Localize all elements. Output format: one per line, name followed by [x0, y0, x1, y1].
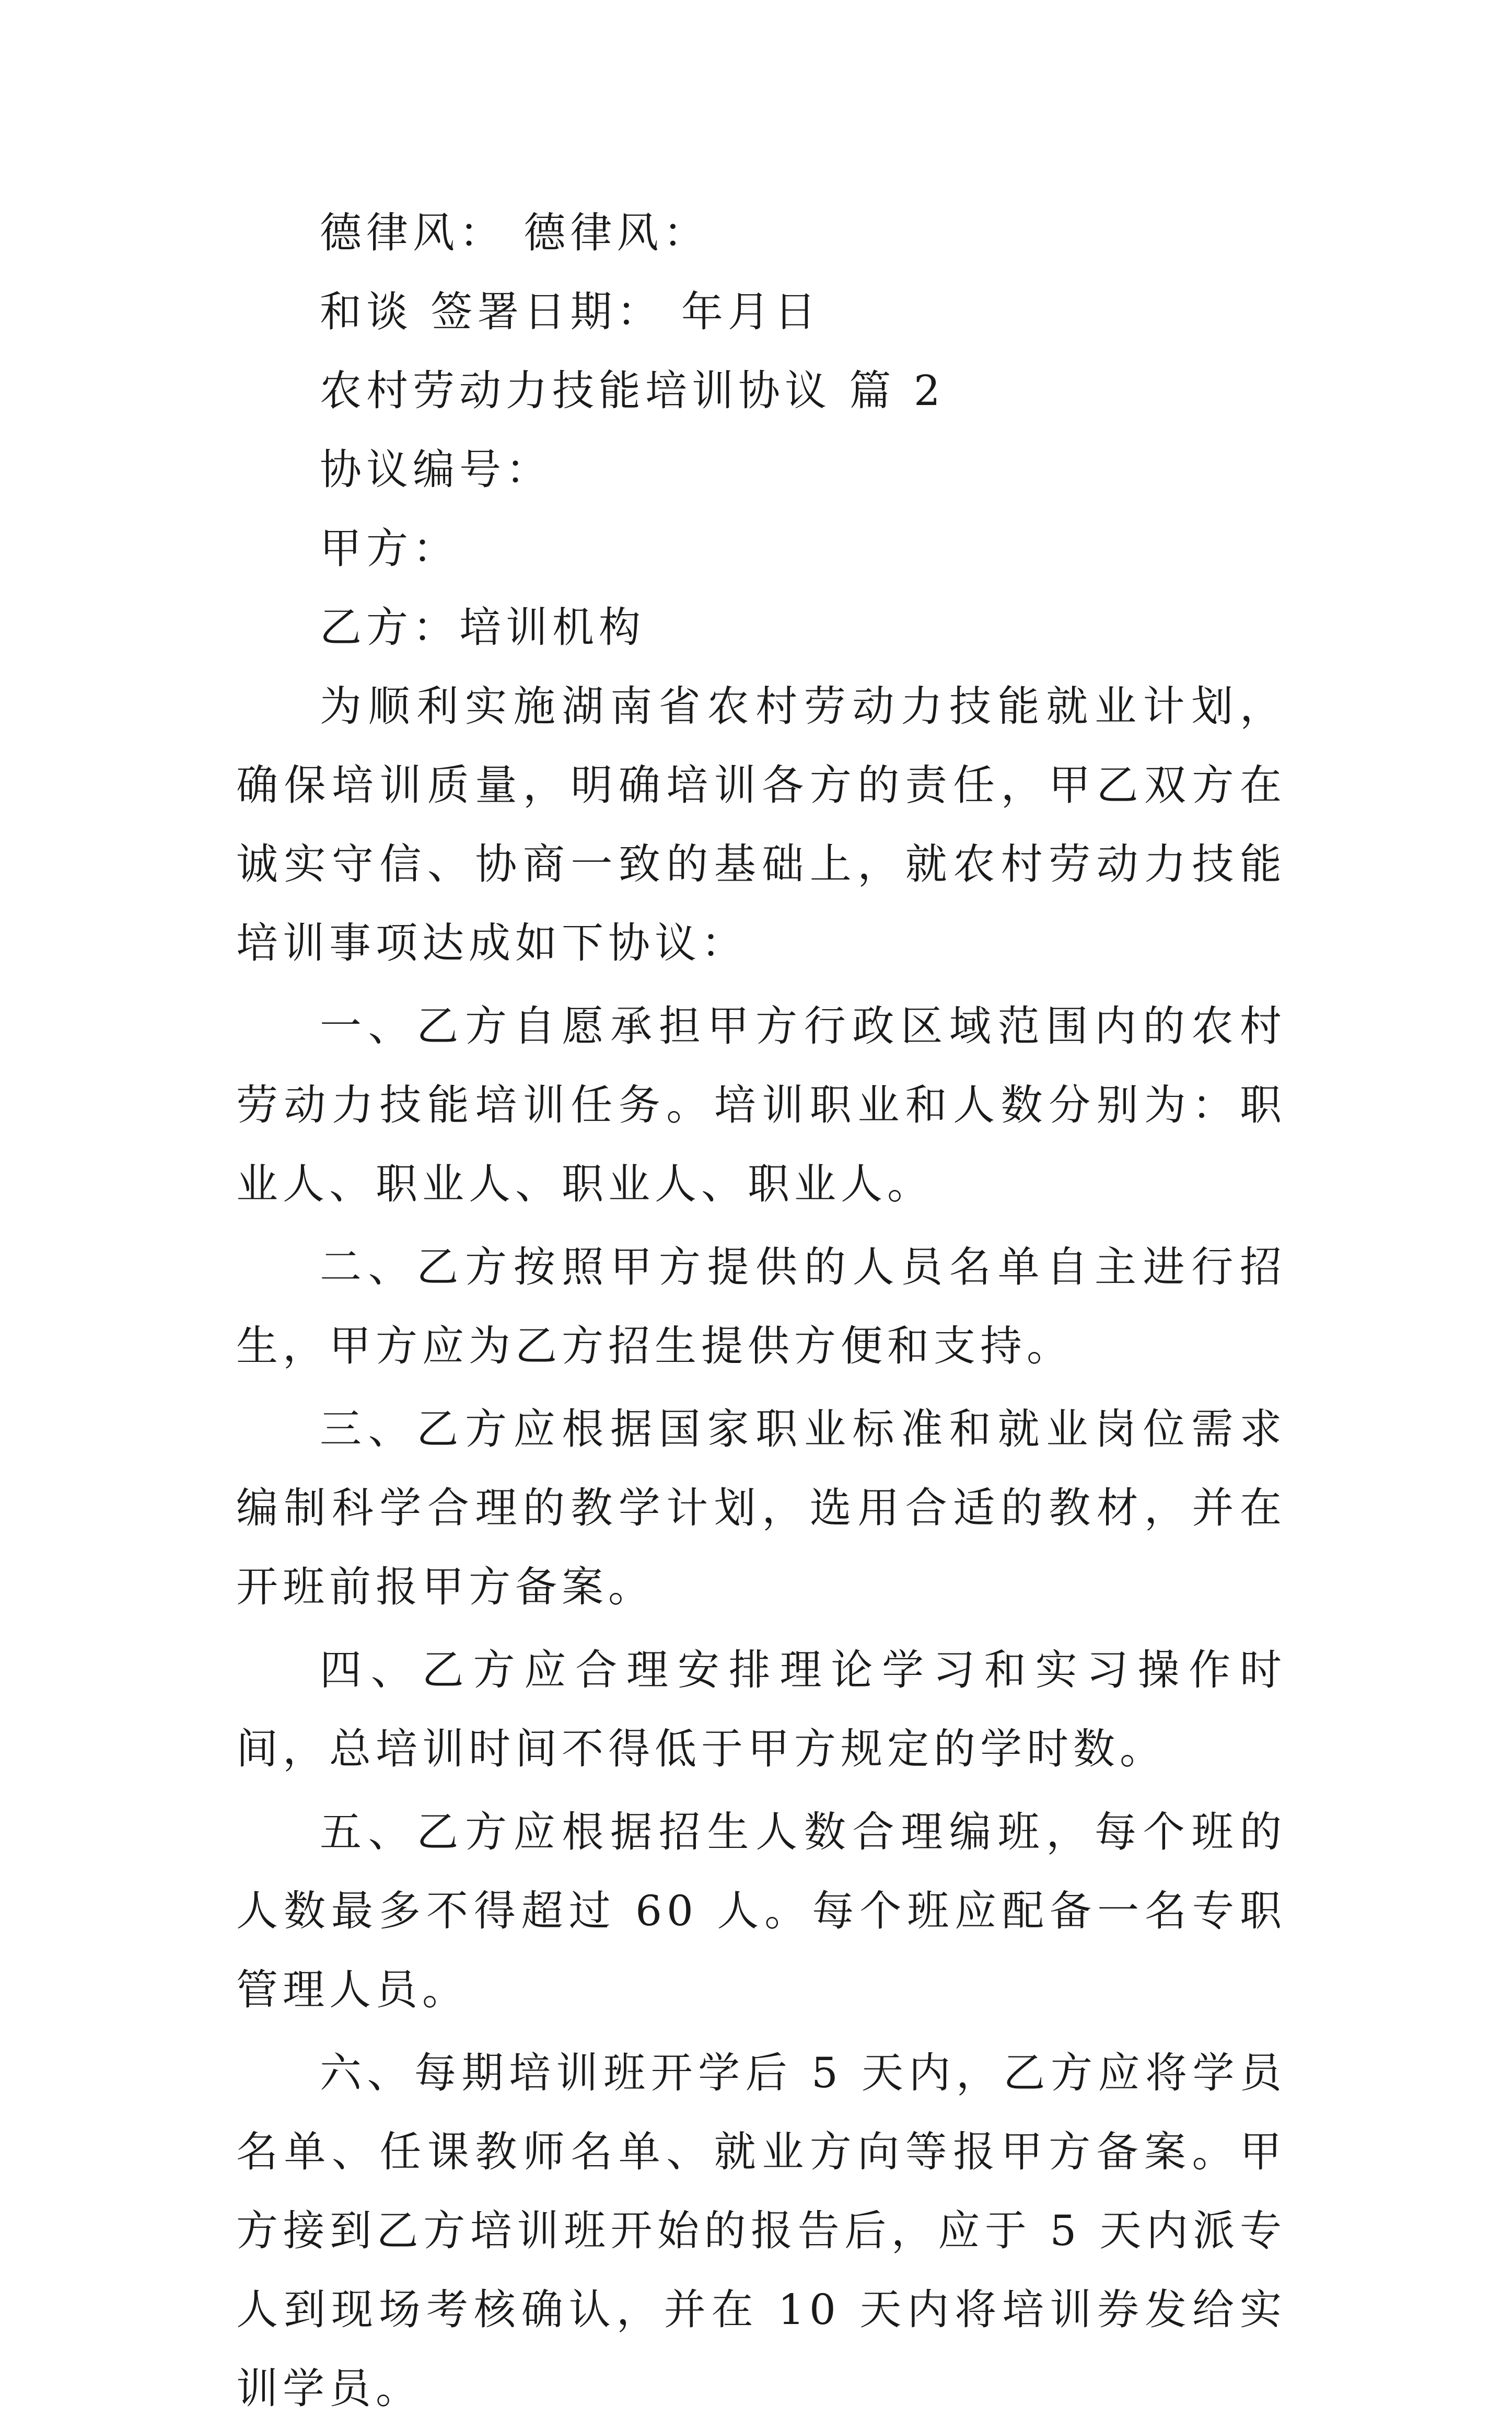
- preamble-paragraph: 为顺利实施湖南省农村劳动力技能就业计划，确保培训质量，明确培训各方的责任，甲乙双方在诚实守信、协商一致的基础上，就农村劳动力技能培训事项达成如下协议：: [236, 682, 1286, 967]
- clause-3-paragraph: 三、乙方应根据国家职业标准和就业岗位需求编制科学合理的教学计划，选用合适的教材，并在开班前报甲方备案。: [236, 1405, 1286, 1611]
- clause-2-paragraph: 二、乙方按照甲方提供的人员名单自主进行招生，甲方应为乙方招生提供方便和支持。: [236, 1243, 1286, 1370]
- clause-4-paragraph: 四、乙方应合理安排理论学习和实习操作时间，总培训时间不得低于甲方规定的学时数。: [236, 1646, 1286, 1773]
- clause-5-paragraph: 五、乙方应根据招生人数合理编班，每个班的人数最多不得超过 60 人。每个班应配备一名专职管理人员。: [236, 1808, 1286, 2014]
- section-title: 农村劳动力技能培训协议 篇 2: [320, 366, 945, 415]
- clause-1-paragraph: 一、乙方自愿承担甲方行政区域范围内的农村劳动力技能培训任务。培训职业和人数分别为：职业人、职业人、职业人、职业人。: [236, 1002, 1286, 1208]
- clause-6-paragraph: 六、每期培训班开学后 5 天内，乙方应将学员名单、任课教师名单、就业方向等报甲方备案。甲方接到乙方培训班开始的报告后，应于 5 天内派专人到现场考核确认，并在 10 天内将培训券发给实训学员。: [236, 2049, 1286, 2413]
- document-body: [236, 193, 1286, 2428]
- phone-line: 德律风： 德律风：: [320, 209, 710, 257]
- party-b-line: 乙方：培训机构: [320, 603, 645, 652]
- agreement-number-line: 协议编号：: [320, 445, 552, 494]
- party-a-line: 甲方：: [320, 524, 459, 573]
- sign-date-line: 和谈 签署日期： 年月日: [320, 287, 821, 336]
